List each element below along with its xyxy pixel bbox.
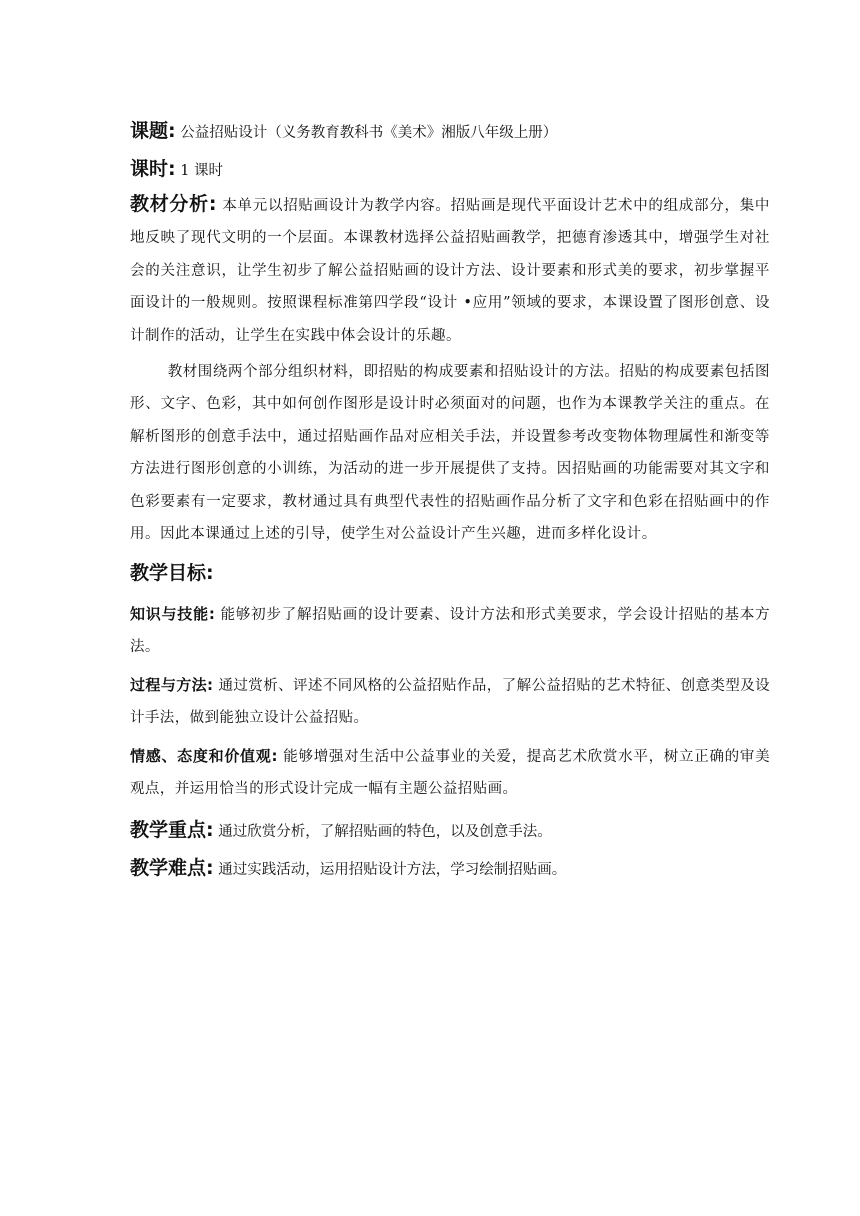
analysis-text-1: 本单元以招贴画设计为教学内容。招贴画是现代平面设计艺术中的组成部分，集中地反映了现代文明的一个层面。本课教材选择公益招贴画教学，把德育渗透其中，增强学生对社会的关注意识，让学生初步了解公益招贴画的设计方法、设计要素和形式美的要求，初步掌握平面设计的一般规则。按照课程标准第四学段“设计 •应用”领域的要求，本课设置了图形创意、设计制作的活动，让学生在实践中体会设计的乐趣。 bbox=[130, 198, 770, 344]
goal-knowledge-label: 知识与技能: bbox=[130, 605, 216, 624]
key-point-text: 通过欣赏分析，了解招贴画的特色，以及创意手法。 bbox=[218, 824, 552, 841]
period-line bbox=[130, 150, 770, 188]
difficult-point-label: 教学难点: bbox=[130, 857, 214, 880]
goal-knowledge bbox=[130, 598, 770, 663]
analysis-label: 教材分析: bbox=[130, 193, 218, 215]
goal-attitude bbox=[130, 740, 770, 805]
topic-label: 课题: bbox=[130, 120, 176, 142]
goal-process-text: 通过赏析、评述不同风格的公益招贴作品，了解公益招贴的艺术特征、创意类型及设计手法，做到能独立设计公益招贴。 bbox=[130, 678, 771, 727]
topic-line bbox=[130, 112, 770, 150]
key-point-label: 教学重点: bbox=[130, 819, 214, 842]
key-point-line bbox=[130, 811, 770, 849]
goal-process bbox=[130, 669, 770, 734]
topic-value: 公益招贴设计（义务教育教科书《美术》湘版八年级上册） bbox=[180, 125, 558, 141]
difficult-point-text: 通过实践活动，运用招贴设计方法，学习绘制招贴画。 bbox=[218, 862, 567, 879]
period-value: 1 课时 bbox=[180, 163, 224, 179]
goal-knowledge-text: 能够初步了解招贴画的设计要素、设计方法和形式美要求，学会设计招贴的基本方法。 bbox=[130, 607, 770, 656]
lesson-plan-document bbox=[130, 112, 770, 887]
analysis-paragraph-2: 教材围绕两个部分组织材料，即招贴的构成要素和招贴设计的方法。招贴的构成要素包括图形、文字、色彩，其中如何创作图形是设计时必须面对的问题，也作为本课教学关注的重点。在解析图形的创意手法中，通过招贴画作品对应相关手法，并设置参考改变物体物理属性和渐变等方法进行图形创意的小训练，为活动的进一步开展提供了支持。因招贴画的功能需要对其文字和色彩要素有一定要求，教材通过具有典型代表性的招贴画作品分析了文字和色彩在招贴画中的作用。因此本课通过上述的引导，使学生对公益设计产生兴趣，进而多样化设计。 bbox=[130, 364, 770, 543]
goals-label: 教学目标: bbox=[130, 562, 214, 585]
goal-attitude-text: 能够增强对生活中公益事业的关爱，提高艺术欣赏水平，树立正确的审美观点，并运用恰当的形式设计完成一幅有主题公益招贴画。 bbox=[130, 749, 771, 798]
analysis-paragraph-1 bbox=[130, 188, 770, 352]
period-label: 课时: bbox=[130, 158, 176, 180]
goal-attitude-label: 情感、态度和价值观: bbox=[130, 747, 278, 766]
goals-heading-line bbox=[130, 554, 770, 592]
difficult-point-line bbox=[130, 849, 770, 887]
goal-process-label: 过程与方法: bbox=[130, 676, 214, 695]
